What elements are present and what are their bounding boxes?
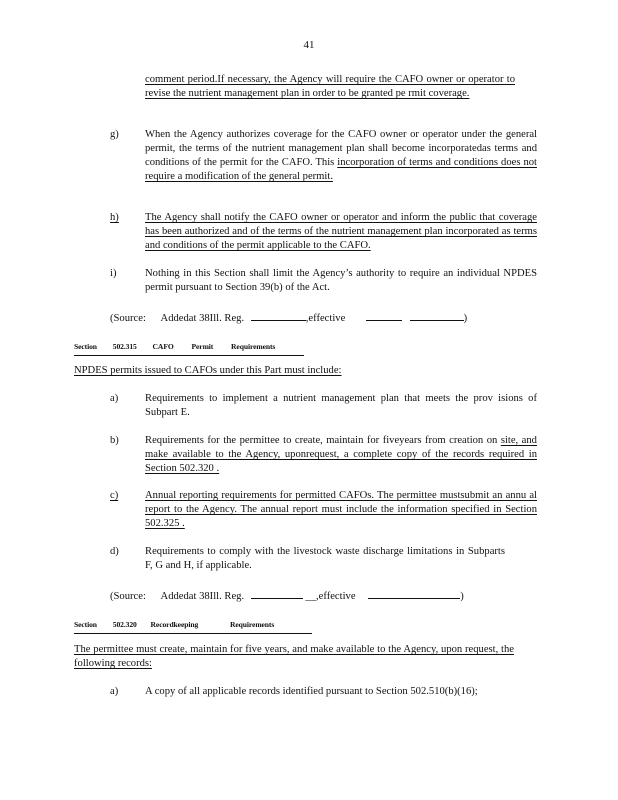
section-title-word: Requirements [230,620,275,629]
source-effective: __,effective [305,591,356,602]
item-h-underlined: The Agency shall notify the CAFO owner or operator and inform the public that coverage has been authorized and of the terms of the nutrient management plan incorporated as terms and conditions of the permit applicable to the CAFO. [145,212,537,251]
item-b-underlined: site, and make available to the Agency, uponrequest, a complete copy of the records required in Section 502.320 . [145,435,537,474]
item-g [145,128,537,184]
section-word: Section [74,342,97,351]
item-letter-b: b) [110,435,119,446]
blank-line [251,587,303,599]
source-note-2 [110,587,464,604]
section-number: 502.315 [112,342,137,351]
carryover-text: comment period.If necessary, the Agency will require the CAFO owner or operator to revise the nutrient management plan in order to be granted pe rmit coverage. [145,74,515,99]
item-letter-c: c) [110,490,119,501]
source-added: Addedat 38Ill. Reg. [160,591,245,602]
item-g-text: When the Agency authorizes coverage for the CAFO owner or operator under the general permit, the terms of the nutrient management plan shall become incorporatedas terms and conditions of the permit for the CAFO. This [145,129,537,168]
section-number: 502.320 [112,620,137,629]
item-a-315: Requirements to implement a nutrient management plan that meets the prov isions of Subpart E. [145,393,537,418]
section-heading-502-315 [74,340,304,356]
item-i: Nothing in this Section shall limit the Agency’s authority to require an individual NPDES permit pursuant to Section 39(b) of the Act. [145,268,537,293]
source-prefix: (Source: [110,313,146,324]
source-note-1 [110,309,467,326]
blank-line [410,309,464,321]
item-b-text: Requirements for the permittee to create, maintain for fiveyears from creation on [145,435,498,446]
item-b-315 [145,434,537,476]
section-320-intro [74,643,514,671]
item-letter-g: g) [110,129,119,140]
item-letter-a: a) [110,393,119,404]
section-title-word: Requirements [231,342,276,351]
section-315-intro-text: NPDES permits issued to CAFOs under this Part must include: [74,365,342,376]
item-letter-h: h) [110,212,119,223]
source-close: ) [463,313,468,324]
section-title-word: Permit [191,342,214,351]
blank-line [366,309,402,321]
source-added: Addedat 38Ill. Reg. [160,313,245,324]
item-g-underlined: incorporation of terms and conditions does not require a modification of the general permit. [145,157,537,182]
item-h [145,211,537,253]
section-title-word: Recordkeeping [150,620,199,629]
item-letter-d: d) [110,546,119,557]
section-title-word: CAFO [152,342,174,351]
carryover-paragraph [145,73,515,101]
item-c-315 [145,489,537,531]
section-315-intro [74,364,374,378]
blank-line [368,587,460,599]
item-d-315: Requirements to comply with the livestock waste discharge limitations in Subparts F, G and H, if applicable. [145,546,505,571]
section-heading-502-320 [74,618,312,634]
blank-line [251,309,306,321]
item-a-320: A copy of all applicable records identified pursuant to Section 502.510(b)(16); [145,686,478,697]
item-c-underlined: Annual reporting requirements for permitted CAFOs. The permittee mustsubmit an annu al report to the Agency. The annual report must include the information specified in Section 502.325 . [145,490,537,529]
source-effective: ,effective [305,313,346,324]
section-word: Section [74,620,97,629]
source-prefix: (Source: [110,591,146,602]
page-number: 41 [303,39,315,51]
source-close: ) [460,591,464,602]
item-letter-i: i) [110,268,117,279]
section-320-intro-text: The permittee must create, maintain for five years, and make available to the Agency, upon request, the following records: [74,644,514,669]
item-letter-a-320: a) [110,686,119,697]
